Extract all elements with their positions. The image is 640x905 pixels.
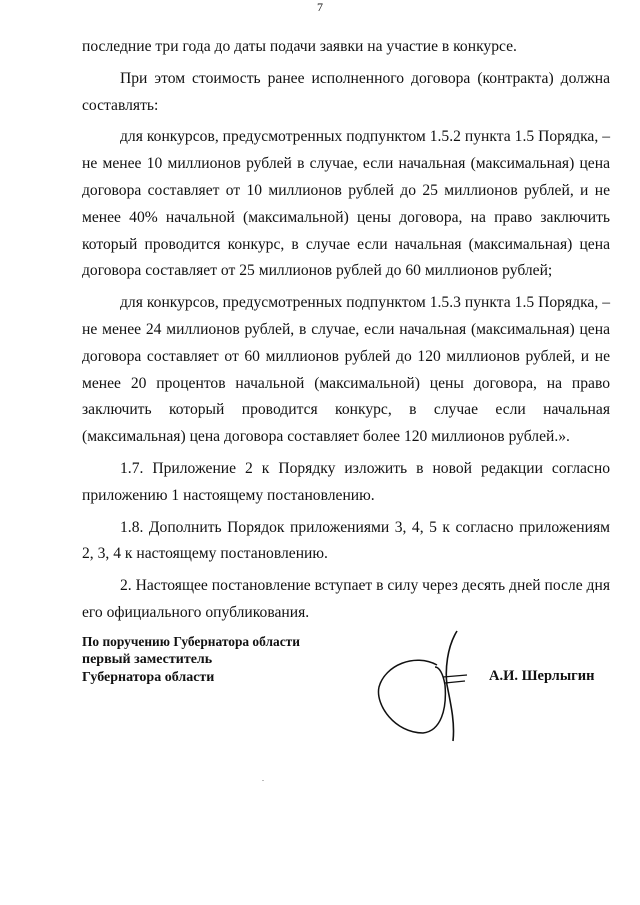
handwritten-signature [375, 625, 485, 745]
document-body [82, 34, 610, 627]
page-number: 7 [317, 0, 323, 14]
paragraph: При этом стоимость ранее исполненного договора (контракта) должна составлять: [82, 69, 610, 114]
paragraph: 1.7. Приложение 2 к Порядку изложить в новой редакции согласно приложению 1 настоящему постановлению. [82, 459, 610, 504]
signatory-title-line: первый заместитель [82, 652, 213, 667]
paragraph: последние три года до даты подачи заявки на участие в конкурсе. [82, 38, 517, 55]
paragraph: для конкурсов, предусмотренных подпунктом 1.5.2 пункта 1.5 Порядка, – не менее 10 миллионов рублей в случае, если начальная (максимальная) цена договора составляет от 10 миллионов рублей до 25 миллионов рублей, и не менее 40% начальной (максимальной) цены договора, на право заключить который проводится конкурс, в случае если начальная (максимальная) цена договора составляет от 25 миллионов рублей до 60 миллионов рублей; [82, 128, 610, 280]
signatory-title [82, 633, 300, 687]
signatory-name: А.И. Шерлыгин [489, 668, 595, 684]
signatory-title-line: Губернатора области [82, 670, 215, 685]
paragraph: для конкурсов, предусмотренных подпунктом 1.5.3 пункта 1.5 Порядка, – не менее 24 миллионов рублей, в случае, если начальная (максимальная) цена договора составляет от 60 миллионов рублей до 120 миллионов рублей, и не менее 20 процентов начальной (максимальной) цены договора, на право заключить который проводится конкурс, в случае если начальная (максимальная) цена договора составляет более 120 миллионов рублей.». [82, 294, 610, 446]
paragraph: 2. Настоящее постановление вступает в силу через десять дней после дня его официального опубликования. [82, 577, 610, 621]
signatory-title-line: По поручению Губернатора области [82, 634, 300, 649]
paragraph: 1.8. Дополнить Порядок приложениями 3, 4, 5 к согласно приложениям 2, 3, 4 к настоящему постановлению. [82, 518, 610, 563]
scan-speck [262, 780, 264, 781]
